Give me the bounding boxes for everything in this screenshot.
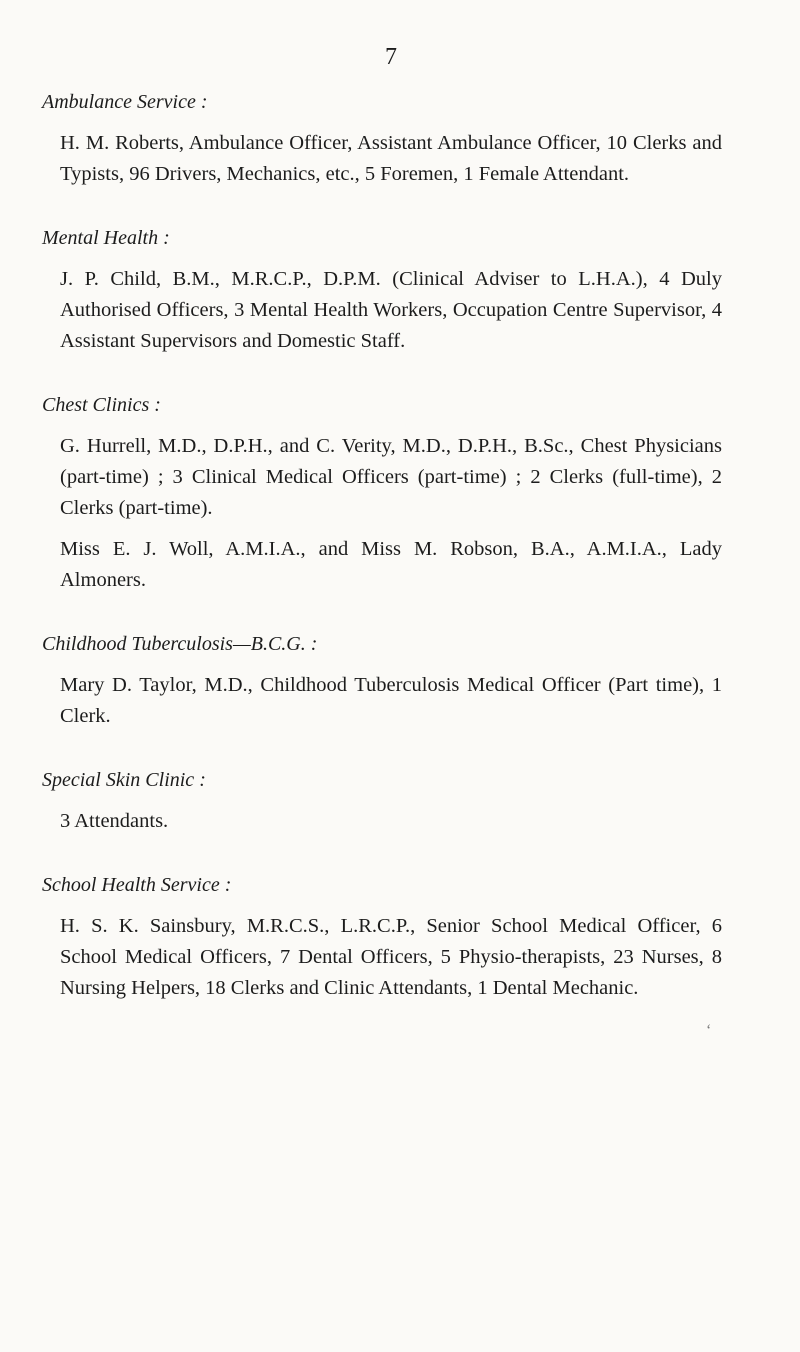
- section-paragraph: H. M. Roberts, Ambulance Officer, Assistant Ambulance Officer, 10 Clerks and Typists, 96 Drivers, Mechanics, etc., 5 Foremen, 1 Female Attendant.: [60, 132, 722, 185]
- page-number: 7: [385, 44, 397, 70]
- section-heading: Mental Health :: [42, 227, 170, 249]
- section-school-health-service: [42, 869, 722, 1004]
- section-heading: Special Skin Clinic :: [42, 769, 206, 791]
- section-paragraph: Miss E. J. Woll, A.M.I.A., and Miss M. Robson, B.A., A.M.I.A., Lady Almoners.: [60, 538, 722, 591]
- section-paragraph: 3 Attendants.: [60, 810, 169, 832]
- section-ambulance-service: [42, 86, 722, 190]
- section-mental-health: [42, 222, 722, 357]
- section-heading: Ambulance Service :: [42, 91, 208, 113]
- section-paragraph: Mary D. Taylor, M.D., Childhood Tuberculosis Medical Officer (Part time), 1 Clerk.: [60, 674, 722, 727]
- stray-ink-mark: ‘: [706, 1022, 712, 1039]
- staff-list: [42, 86, 722, 1036]
- section-heading: Childhood Tuberculosis—B.C.G. :: [42, 633, 318, 655]
- section-chest-clinics: [42, 389, 722, 596]
- section-paragraph: J. P. Child, B.M., M.R.C.P., D.P.M. (Clinical Adviser to L.H.A.), 4 Duly Authorised Officers, 3 Mental Health Workers, Occupation Centre Supervisor, 4 Assistant Supervisors and Domestic Staff.: [60, 268, 722, 352]
- section-heading: Chest Clinics :: [42, 394, 161, 416]
- section-special-skin-clinic: [42, 764, 722, 837]
- section-heading: School Health Service :: [42, 874, 232, 896]
- section-paragraph: H. S. K. Sainsbury, M.R.C.S., L.R.C.P., Senior School Medical Officer, 6 School Medical Officers, 7 Dental Officers, 5 Physio-therapists, 23 Nurses, 8 Nursing Helpers, 18 Clerks and Clinic Attendants, 1 Dental Mechanic.: [60, 915, 722, 999]
- section-childhood-tuberculosis: [42, 628, 722, 732]
- section-paragraph: G. Hurrell, M.D., D.P.H., and C. Verity, M.D., D.P.H., B.Sc., Chest Physicians (part-time) ; 3 Clinical Medical Officers (part-time) ; 2 Clerks (full-time), 2 Clerks (part-time).: [60, 435, 722, 519]
